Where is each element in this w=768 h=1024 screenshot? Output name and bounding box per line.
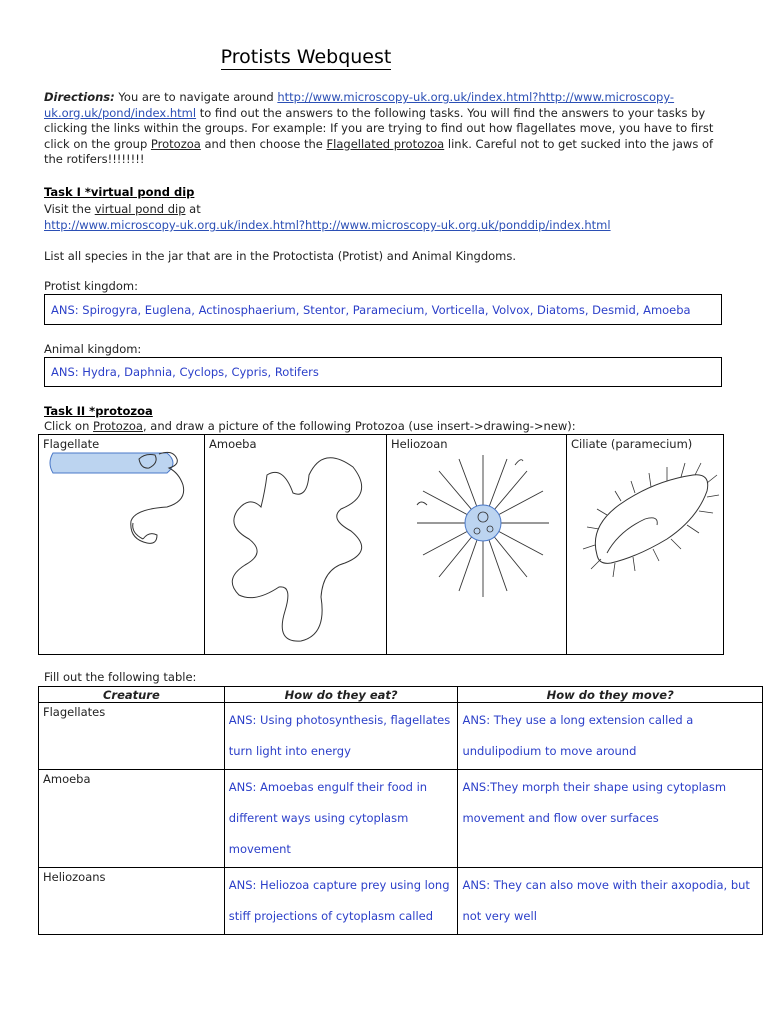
ponddip-link[interactable]: http://www.microscopy-uk.org.uk/index.html?http://www.microscopy-uk.org.uk/ponddip/index.html [44, 218, 611, 232]
move-cell[interactable]: ANS: They can also move with their axopodia, but not very well [458, 868, 763, 935]
animal-answer-box[interactable] [44, 357, 722, 387]
protist-label: Protist kingdom: [44, 279, 138, 293]
ciliate-label: Ciliate (paramecium) [571, 437, 693, 451]
protozoa-text: Protozoa [93, 419, 143, 433]
virtual-pond-dip-text: virtual pond dip [94, 202, 186, 216]
protozoa-reference: Protozoa [150, 136, 201, 151]
table-row [39, 703, 763, 770]
directions-text-3: and then choose the [200, 136, 327, 151]
task1-url-line [44, 218, 734, 234]
directions-text-2: to find out the answers to the following tasks. You will find the answers to your tasks by clicking the links within the groups. For example: If you are trying to find out how flagellates move, you have to first click on the group [44, 105, 714, 151]
creature-cell[interactable]: Flagellates [39, 703, 225, 770]
protist-answer: ANS: Spirogyra, Euglena, Actinosphaerium, Stentor, Paramecium, Vorticella, Volvox, Diatoms, Desmid, Amoeba [51, 302, 691, 317]
heliozoan-label: Heliozoan [391, 437, 448, 451]
page-title: Protists Webquest [220, 46, 392, 68]
task1-heading: Task I *virtual pond dip [44, 185, 195, 199]
creature-cell[interactable]: Amoeba [39, 770, 225, 868]
animal-label: Animal kingdom: [44, 342, 142, 356]
move-cell[interactable]: ANS:They morph their shape using cytoplasm movement and flow over surfaces [458, 770, 763, 868]
eat-cell[interactable]: ANS: Heliozoa capture prey using long stiff projections of cytoplasm called [224, 868, 458, 935]
protozoa-table [38, 686, 763, 935]
directions-label: Directions: [44, 90, 115, 104]
drawing-grid [38, 434, 724, 655]
ciliate-drawing [567, 435, 723, 654]
ciliate-cell[interactable] [567, 435, 723, 654]
protist-answer-box[interactable] [44, 294, 722, 325]
amoeba-label: Amoeba [209, 437, 257, 451]
visit-suffix: at [185, 202, 201, 216]
amoeba-cell[interactable] [205, 435, 387, 654]
task1-instruction: List all species in the jar that are in the Protoctista (Protist) and Animal Kingdoms. [44, 249, 517, 263]
flagellate-cell[interactable] [39, 435, 205, 654]
directions-paragraph [44, 90, 734, 168]
directions-text-1: You are to navigate around [114, 90, 278, 104]
move-cell[interactable]: ANS: They use a long extension called a undulipodium to move around [458, 703, 763, 770]
creature-cell[interactable]: Heliozoans [39, 868, 225, 935]
amoeba-drawing [205, 435, 387, 654]
task2-instruction [44, 419, 734, 435]
pond-index-link[interactable]: http://www.microscopy-uk.org.uk/index.html?http://www.microscopy-uk.org.uk/pond/index.html [44, 90, 675, 120]
eat-cell[interactable]: ANS: Using photosynthesis, flagellates turn light into energy [224, 703, 458, 770]
flagellate-drawing [39, 435, 205, 654]
table-row [39, 770, 763, 868]
eat-cell[interactable]: ANS: Amoebas engulf their food in different ways using cytoplasm movement [224, 770, 458, 868]
header-eat: How do they eat? [224, 687, 458, 703]
heliozoan-cell[interactable] [387, 435, 567, 654]
task1-visit-line [44, 202, 734, 218]
click-suffix: , and draw a picture of the following Protozoa (use insert->drawing->new): [142, 419, 576, 433]
animal-answer: ANS: Hydra, Daphnia, Cyclops, Cypris, Rotifers [51, 365, 319, 379]
table-header-row [39, 687, 763, 703]
task2-heading: Task II *protozoa [44, 404, 153, 418]
flagellated-reference: Flagellated protozoa [326, 136, 445, 151]
flagellate-label: Flagellate [43, 437, 100, 451]
table-row [39, 868, 763, 935]
table-intro: Fill out the following table: [44, 670, 197, 684]
heliozoan-drawing [387, 435, 567, 654]
click-prefix: Click on [44, 419, 94, 433]
header-move: How do they move? [458, 687, 763, 703]
visit-prefix: Visit the [44, 202, 95, 216]
directions-text-4: link. Careful not to get sucked into the jaws of the rotifers!!!!!!!! [44, 136, 714, 166]
header-creature: Creature [39, 687, 225, 703]
